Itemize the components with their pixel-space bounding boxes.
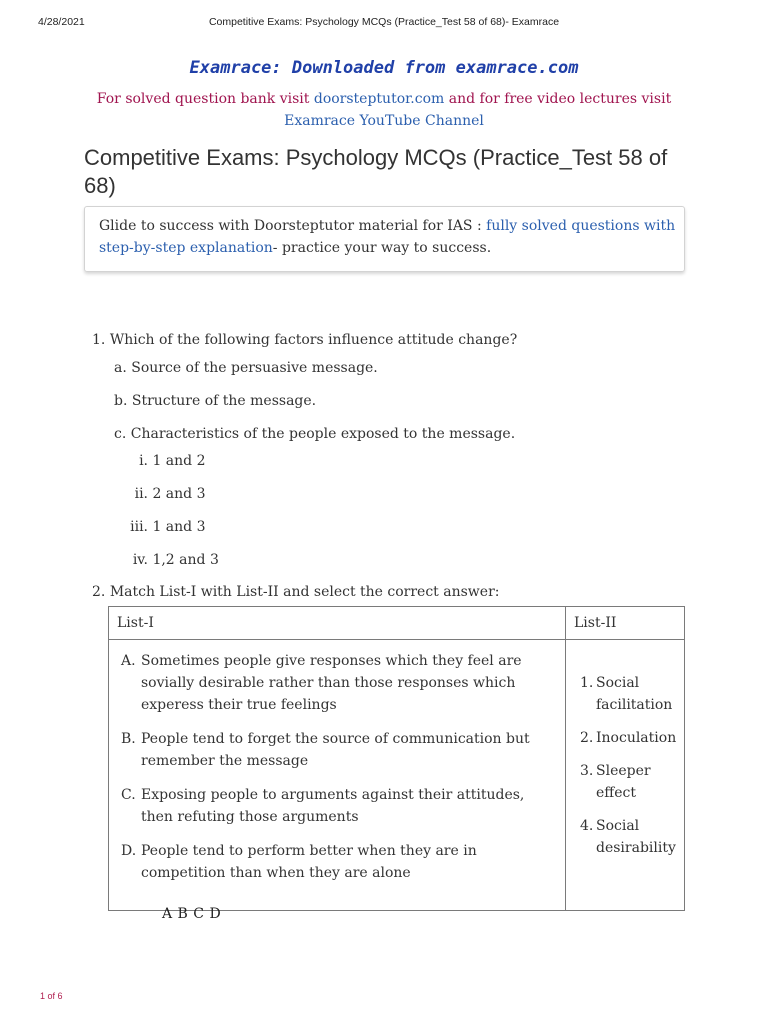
- item-text: People tend to forget the source of communication but remember the message: [141, 731, 530, 769]
- item-label: 4.: [580, 818, 594, 834]
- item-label: C.: [121, 787, 136, 803]
- option-label: ii.: [134, 486, 148, 502]
- question-number: 1.: [92, 332, 106, 348]
- item-text: Sleeper effect: [596, 763, 651, 801]
- print-date: 4/28/2021: [38, 16, 85, 28]
- item-text: People tend to perform better when they are in competition than when they are alone: [141, 843, 477, 881]
- question-number: 2.: [92, 584, 106, 600]
- statement-text: Source of the persuasive message.: [131, 360, 378, 376]
- option-text: 2 and 3: [152, 486, 206, 502]
- option-text: 1 and 3: [152, 519, 206, 535]
- option-iv: [124, 552, 219, 568]
- callout-box: [84, 206, 685, 272]
- statement-label: b.: [114, 393, 128, 409]
- callout-prefix: Glide to success with Doorsteptutor material for IAS :: [99, 218, 487, 234]
- promo-text: [0, 88, 768, 132]
- statement-label: c.: [114, 426, 127, 442]
- option-label: iv.: [132, 552, 148, 568]
- page-number: 1 of 6: [40, 991, 63, 1001]
- list-2-item-2: [580, 727, 678, 749]
- option-label: i.: [139, 453, 148, 469]
- option-text: 1 and 2: [152, 453, 206, 469]
- question-2: [92, 584, 500, 600]
- statement-b: [114, 393, 316, 409]
- doorsteptutor-link[interactable]: doorsteptutor.com: [313, 91, 445, 107]
- list-2-header: List-II: [566, 607, 685, 640]
- print-header-title: Competitive Exams: Psychology MCQs (Practice_Test 58 of 68)- Examrace: [208, 16, 560, 28]
- item-text: Social desirability: [596, 818, 676, 856]
- promo-middle: and for free video lectures visit: [444, 91, 672, 107]
- youtube-channel-link[interactable]: Examrace YouTube Channel: [284, 113, 484, 129]
- list-2-item-4: [580, 815, 678, 859]
- question-text: Match List-I with List-II and select the correct answer:: [109, 584, 500, 600]
- list-1-item-d: [121, 840, 557, 884]
- option-i: [124, 453, 206, 469]
- option-iii: [124, 519, 206, 535]
- list-2-item-3: [580, 760, 678, 804]
- answer-header: A B C D: [162, 906, 222, 922]
- item-label: 2.: [580, 730, 594, 746]
- page-title: Competitive Exams: Psychology MCQs (Practice_Test 58 of 68): [84, 145, 668, 198]
- match-table: [108, 606, 685, 911]
- solved-questions-link[interactable]: fully solved questions with step-by-step explanation: [99, 218, 676, 256]
- item-label: 1.: [580, 675, 594, 691]
- question-1: [92, 332, 517, 348]
- statement-label: a.: [114, 360, 127, 376]
- option-label: iii.: [130, 519, 148, 535]
- item-text: Sometimes people give responses which they feel are sovially desirable rather than those responses which experess their true feelings: [141, 653, 522, 713]
- table-header-row: [109, 607, 685, 640]
- item-label: 3.: [580, 763, 594, 779]
- table-row: [109, 640, 685, 911]
- list-1-item-b: [121, 728, 557, 772]
- list-1-item-c: [121, 784, 557, 828]
- list-2-cell: [566, 640, 685, 911]
- item-label: A.: [121, 653, 136, 669]
- promo-prefix: For solved question bank visit: [96, 91, 314, 107]
- item-label: D.: [121, 843, 137, 859]
- examrace-banner: Examrace: Downloaded from examrace.com: [189, 58, 579, 78]
- question-text: Which of the following factors influence attitude change?: [109, 332, 518, 348]
- statement-text: Characteristics of the people exposed to the message.: [130, 426, 516, 442]
- list-1-header: List-I: [109, 607, 566, 640]
- statement-text: Structure of the message.: [131, 393, 317, 409]
- option-text: 1,2 and 3: [152, 552, 219, 568]
- statement-c: [114, 426, 515, 442]
- list-2-item-1: [580, 672, 678, 716]
- option-ii: [124, 486, 206, 502]
- callout-suffix: - practice your way to success.: [272, 240, 492, 256]
- statement-a: [114, 360, 378, 376]
- item-label: B.: [121, 731, 136, 747]
- list-1-item-a: [121, 650, 557, 716]
- list-1-cell: [109, 640, 566, 911]
- item-text: Social facilitation: [596, 675, 673, 713]
- item-text: Exposing people to arguments against their attitudes, then refuting those arguments: [141, 787, 525, 825]
- item-text: Inoculation: [596, 730, 677, 746]
